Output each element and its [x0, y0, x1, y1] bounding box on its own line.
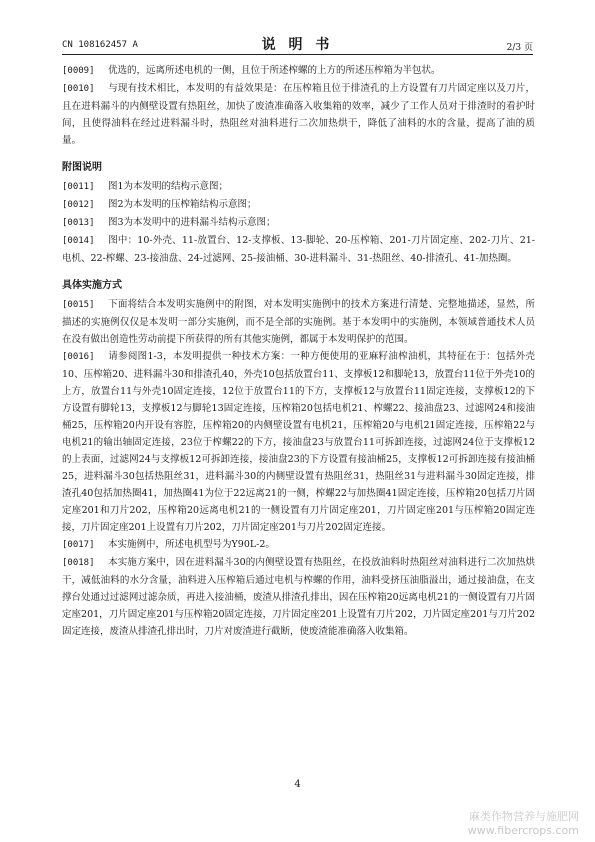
paragraph-text: 请参阅图1-3，本发明提供一种技术方案：一种方便使用的亚麻籽油榨油机，其特征在于：包括外壳10、压榨箱20、进料漏斗30和排渣孔40，外壳10包括放置台11、支撑板12和脚轮13，放置台11位于外壳10的上方，放置台11与外壳10固定连接，12位于放置台11的下方，支撑板12与放置台11固定连接，支撑板12的下方设置有脚轮13，支撑板12与脚轮13固定连接，压榨箱20包括电机21、榨螺22、接油盘23、过滤网24和接油桶25，压榨箱20内开设有容腔，压榨箱20的内侧壁设置有电机21，压榨箱20与电机21固定连接，压榨箱22与电机21的输出轴固定连接，23位于榨螺22的下方，接油盘23与放置台11可拆卸连接，过滤网24位于支撑板12的上表面，过滤网24与支撑板12可拆卸连接，接油盘23的下方设置有接油桶25，支撑板12可拆卸连接有接油桶25，进料漏斗30包括热阻丝31，进料漏斗30的内侧壁设置有热阻丝31，热阻丝31与进料漏斗30固定连接，排渣孔40包括加热圈41，加热圈41为位于22远离21的一侧，榨螺22与加热圈41固定连接，压榨箱20包括刀片固定座201和刀片202，压榨箱20远离电机21的一侧设置有刀片固定座201，刀片固定座201与压榨箱20固定连接，刀片固定座201上设置有刀片202，刀片固定座201与刀片202固定连接。: [62, 351, 535, 533]
paragraph-text: 本实施例中，所述电机型号为Y90L-2。: [108, 539, 275, 550]
paragraph-number: [0013]: [62, 218, 95, 228]
page-header: [62, 34, 533, 52]
paragraph-text: 下面将结合本发明实施例中的附图，对本发明实施例中的技术方案进行清楚、完整地描述，显然，所描述的实施例仅仅是本发明一部分实施例，而不是全部的实施例。基于本发明中的实施例，本领域普通技术人员在没有做出创造性劳动前提下所获得的所有其他实施例，都属于本发明保护的范围。: [62, 299, 535, 345]
paragraph: [62, 62, 535, 80]
paragraph: [62, 178, 535, 196]
paragraph-text: 图1为本发明的结构示意图；: [108, 181, 229, 192]
header-divider: [62, 54, 533, 55]
paragraph-text: 图中：10-外壳、11-放置台、12-支撑板、13-脚轮、20-压榨箱、201-刀片固定座、202-刀片、21-电机、22-榨螺、23-接油盘、24-过滤网、25-接油桶、30-进料漏斗、31-热阻丝、40-排渣孔、41-加热圈。: [62, 235, 535, 264]
paragraph-number: [0010]: [62, 84, 95, 94]
paragraph: [62, 232, 535, 267]
publication-number: CN 108162457 A: [62, 40, 138, 50]
paragraph: [62, 196, 535, 214]
paragraph-number: [0017]: [62, 540, 95, 550]
section-heading-embodiment: 具体实施方式: [62, 280, 122, 291]
paragraph-number: [0012]: [62, 200, 95, 210]
section-heading-drawings: 附图说明: [62, 162, 102, 173]
paragraph-number: [0011]: [62, 182, 95, 192]
paragraph-text: 图3为本发明中的进料漏斗结构示意图；: [108, 217, 276, 228]
paragraph: [62, 554, 535, 640]
page-indicator: 2/3 页: [506, 43, 533, 53]
paragraph-number: [0015]: [62, 300, 95, 310]
paragraph-number: [0018]: [62, 558, 95, 568]
page-number: 4: [294, 779, 301, 790]
paragraph: [62, 296, 535, 348]
paragraph-text: 本实施方案中，因在进料漏斗30的内侧壁设置有热阻丝，在投放油料时热阻丝对油料进行二次加热烘干，减低油料的水分含量，油料进入压榨箱后通过电机与榨螺的作用，油料受挤压油脂溢出，通过接油盘，在支撑台处通过过滤网过滤杂质，再进入接油桶，废渣从排渣孔排出，因在压榨箱20远离电机21的一侧设置有刀片固定座201，刀片固定座201与压榨箱20固定连接，刀片固定座201上设置有刀片202，刀片固定座201与刀片202固定连接，废渣从排渣孔排出时，刀片对废渣进行截断，使废渣能准确落入收集箱。: [62, 557, 535, 637]
paragraph-number: [0009]: [62, 66, 95, 76]
paragraph-text: 与现有技术相比，本发明的有益效果是：在压榨箱且位于排渣孔的上方设置有刀片固定座以及刀片，且在进料漏斗的内侧壁设置有热阻丝，加快了废渣准确落入收集箱的效率，减少了工作人员对于排渣时的看护时间，且使得油料在经过进料漏斗时，热阻丝对油料进行二次加热烘干，降低了油料的水的含量，提高了油的质量。: [62, 83, 535, 146]
paragraph-number: [0016]: [62, 352, 95, 362]
paragraph-text: 优选的，远离所述电机的一侧，且位于所述榨螺的上方的所述压榨箱为半包状。: [108, 65, 441, 76]
watermark: [468, 810, 579, 838]
paragraph: [62, 348, 535, 536]
paragraph-number: [0014]: [62, 236, 95, 246]
watermark-site-name: 麻类作物营养与施肥网: [469, 810, 579, 823]
paragraph-text: 图2为本发明的压榨箱结构示意图；: [108, 199, 257, 210]
document-title: 说 明 书: [261, 37, 334, 53]
paragraph: [62, 536, 535, 554]
document-body: [62, 62, 535, 640]
watermark-url: www.fibercrops.com: [467, 824, 579, 837]
paragraph: [62, 80, 535, 149]
paragraph: [62, 214, 535, 232]
